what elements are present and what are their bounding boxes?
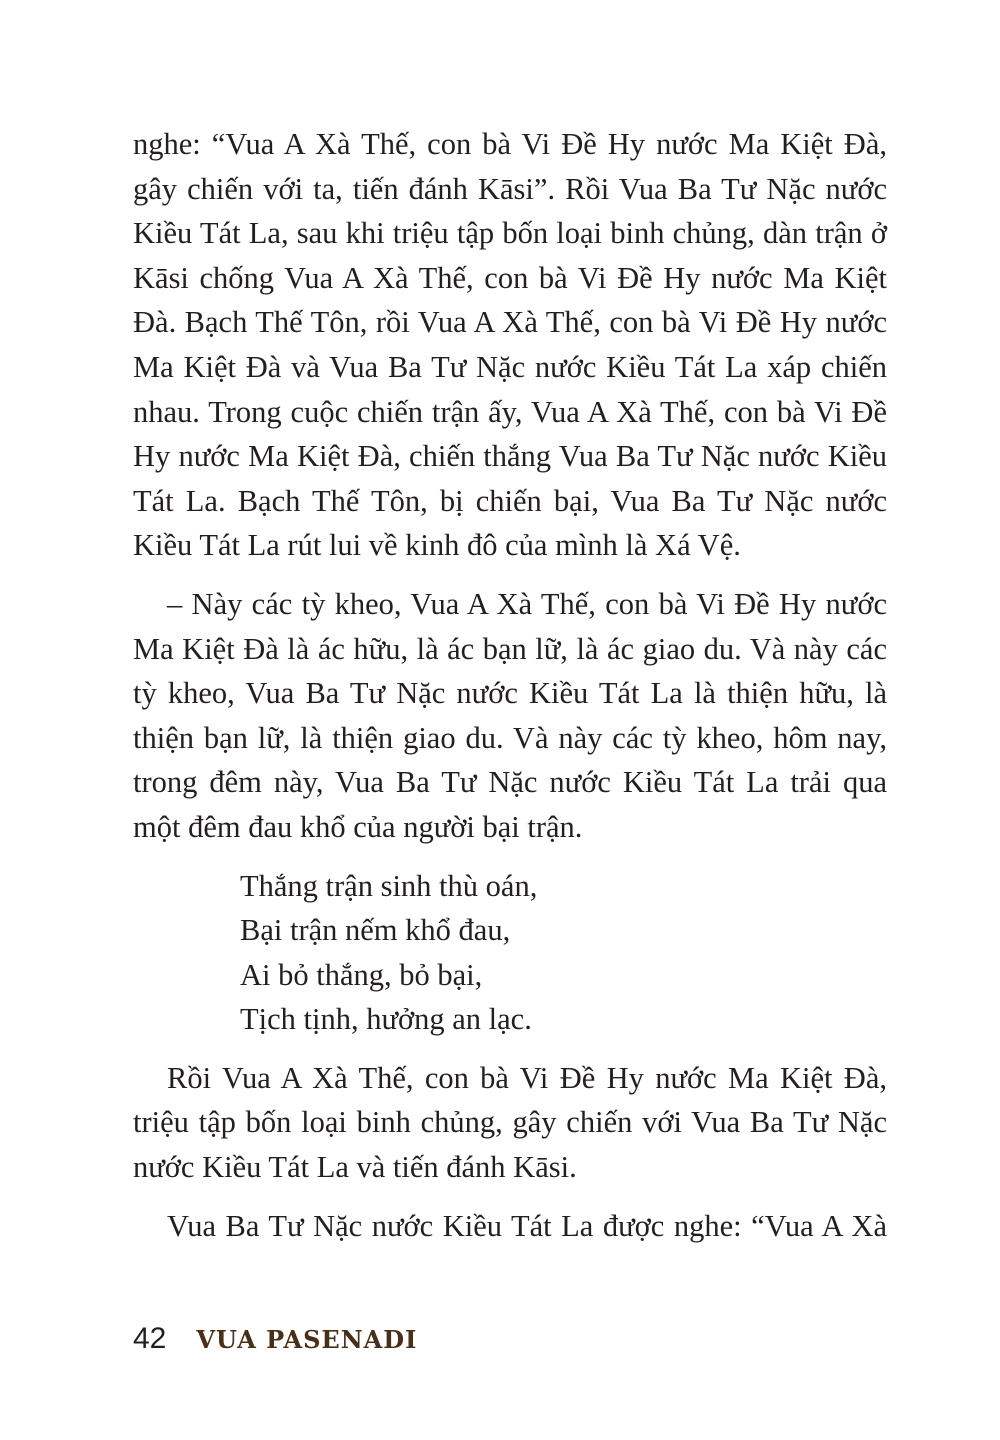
paragraph-4: Vua Ba Tư Nặc nước Kiều Tát La được nghe: “Vua A Xà	[167, 1208, 887, 1243]
page-number: 42	[133, 1322, 167, 1355]
verse-line-3: Ai bỏ thắng, bỏ bại,	[240, 957, 483, 992]
paragraph-1: nghe: “Vua A Xà Thế, con bà Vi Đề Hy nước Ma Kiệt Đà, gây chiến với ta, tiến đánh Kāsi”. Rồi Vua Ba Tư Nặc nước Kiều Tát La, sau khi triệu tập bốn loại binh chủng, dàn trận ở Kāsi chống Vua A Xà Thế, con bà Vi Đề Hy nước Ma Kiệt Đà. Bạch Thế Tôn, rồi Vua A Xà Thế, con bà Vi Đề Hy nước Ma Kiệt Đà và Vua Ba Tư Nặc nước Kiều Tát La xáp chiến nhau. Trong cuộc chiến trận ấy, Vua A Xà Thế, con bà Vi Đề Hy nước Ma Kiệt Đà, chiến thắng Vua Ba Tư Nặc nước Kiều Tát La. Bạch Thế Tôn, bị chiến bại, Vua Ba Tư Nặc nước Kiều Tát La rút lui về kinh đô của mình là Xá Vệ.	[133, 127, 887, 563]
verse-line-1: Thắng trận sinh thù oán,	[240, 868, 538, 903]
running-title: VUA PASENADI	[196, 1325, 418, 1354]
verse-block	[133, 864, 887, 1042]
page-body	[133, 122, 887, 1262]
verse-line-4: Tịch tịnh, hưởng an lạc.	[240, 1002, 532, 1037]
paragraph-2: – Này các tỳ kheo, Vua A Xà Thế, con bà Vi Đề Hy nước Ma Kiệt Đà là ác hữu, là ác bạn lữ, là ác giao du. Và này các tỳ kheo, Vua Ba Tư Nặc nước Kiều Tát La là thiện hữu, là thiện bạn lữ, là thiện giao du. Và này các tỳ kheo, hôm nay, trong đêm này, Vua Ba Tư Nặc nước Kiều Tát La trải qua một đêm đau khổ của người bại trận.	[133, 586, 887, 844]
page-footer	[133, 1322, 417, 1356]
verse-line-2: Bại trận nếm khổ đau,	[240, 913, 511, 948]
paragraph-3: Rồi Vua A Xà Thế, con bà Vi Đề Hy nước Ma Kiệt Đà, triệu tập bốn loại binh chủng, gây chiến với Vua Ba Tư Nặc nước Kiều Tát La và tiến đánh Kāsi.	[133, 1060, 887, 1185]
